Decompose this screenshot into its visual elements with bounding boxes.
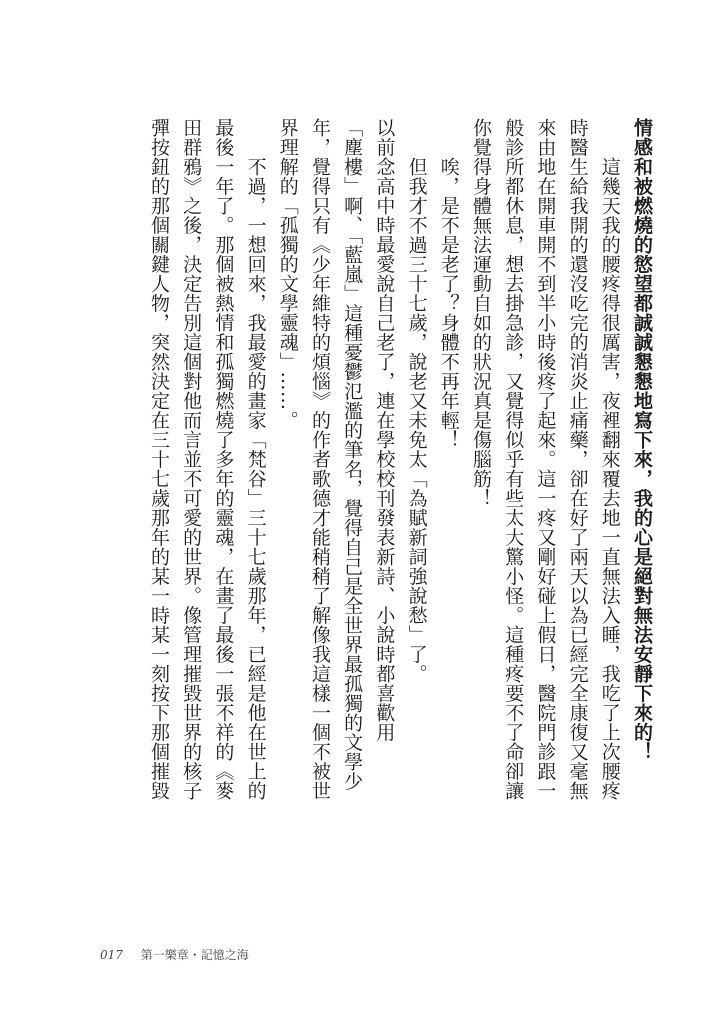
text-column: 年，覺得只有《少年維特的煩惱》的作者歌德才能稍稍了解像我這樣一個不被世 (308, 118, 331, 801)
page-footer (100, 946, 249, 963)
text-column: 情感和被燃燒的慾望都誠誠懇懇地寫下來，我的心是絕對無法安靜下來的！ (631, 118, 653, 762)
text-column: 不過，一想回來，我最愛的畫家「梵谷」三十七歲那年，已經是他在世上的 (244, 118, 267, 801)
text-column: 這幾天我的腰疼得很厲害，夜裡翻來覆去地一直無法入睡，我吃了上次腰疼 (598, 118, 621, 801)
text-column: 最後一年了。那個被熱情和孤獨燃燒了多年的靈魂，在畫了最後一張不祥的《麥 (212, 118, 235, 801)
text-column: 般診所都休息，想去掛急診，又覺得似乎有些太大驚小怪。這種疼要不了命卻讓 (502, 118, 525, 801)
text-column: 「塵樓」啊、「藍嵐」這種憂鬱氾濫的筆名，覺得自己是全世界最孤獨的文學少 (341, 118, 364, 791)
text-column: 你覺得身體無法運動自如的狀況真是傷腦筋！ (469, 118, 492, 508)
text-column: 來由地在開車開不到半小時後疼了起來。這一疼又剛好碰上假日，醫院門診跟一 (534, 118, 557, 801)
text-column: 但我才不過三十七歲，說老又未免太「為賦新詞強說愁」了。 (405, 118, 428, 684)
chapter-title: 第一樂章・記憶之海 (140, 948, 249, 962)
text-column: 以前念高中時最愛說自己老了，連在學校校刊發表新詩、小說時都喜歡用 (373, 118, 396, 742)
page-number: 017 (100, 948, 123, 962)
text-column: 唉，是不是老了？身體不再年輕！ (437, 118, 460, 450)
text-column: 界理解的「孤獨的文學靈魂」……。 (276, 118, 299, 430)
body-text (143, 118, 658, 880)
text-column: 田群鴉》之後，決定告別這個對他而言並不可愛的世界。像管理摧毀世界的核子 (180, 118, 203, 801)
text-column: 時醫生給我開的還沒吃完的消炎止痛藥，卻在好了兩天以為已經完全康復又毫無 (566, 118, 589, 801)
text-column: 彈按鈕的那個關鍵人物，突然決定在三十七歲那年的某一時某一刻按下那個摧毀 (147, 118, 170, 801)
